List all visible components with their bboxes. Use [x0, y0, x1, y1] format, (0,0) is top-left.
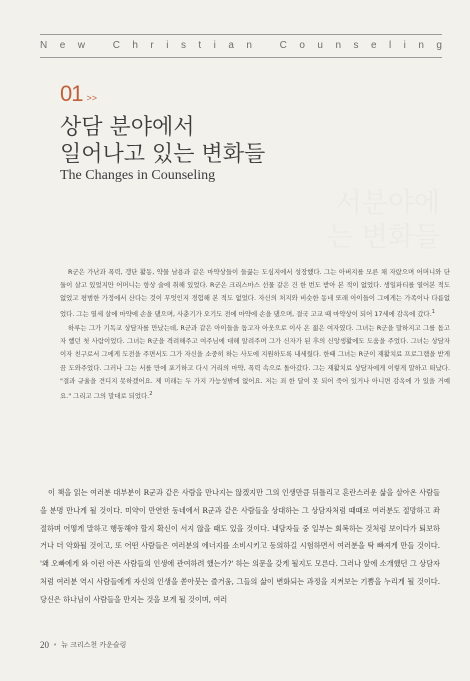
header-rule-bottom — [40, 57, 442, 58]
chapter-number-value: 01 — [60, 81, 83, 106]
book-title: 뉴 크리스천 카운슬링 — [61, 641, 127, 649]
case-study-paragraph-2 — [60, 322, 450, 403]
running-head — [40, 40, 442, 51]
footer-separator: • — [53, 641, 58, 649]
page-title-line2: 일어나고 있는 변화들 — [60, 142, 266, 167]
running-head-letter: i — [213, 40, 216, 51]
running-head-letter: e — [370, 40, 377, 51]
ghost-title-line2: 는 변화들 — [327, 222, 440, 253]
page-title-line1: 상담 분야에서 — [60, 115, 195, 140]
running-head-letter: g — [436, 40, 442, 51]
footnote-marker-1: 1 — [431, 308, 435, 315]
chapter-marker-icon: >> — [86, 93, 97, 103]
running-head-letter: u — [317, 40, 323, 51]
page-footer — [40, 640, 126, 650]
ghost-title — [300, 187, 440, 255]
running-head-letter: i — [403, 40, 406, 51]
body-paragraph: 이 책을 읽는 여러분 대부분이 R군과 같은 사람을 만나지는 않겠지만 그의 인생만큼 뒤틀리고 혼란스러운 삶을 살아온 사람들을 분명 만나게 될 것이다. 미약이 만연한 동네에서 R군과 같은 사람들을 상대하는 그 상담자처럼 때때로 여러분도 절망하고 좌절하며 어떻게 말하고 행동해야 할지 확신이 서지 않을 때도 있을 것이다. 내담자들 중 일부는 회복하는 것처럼 보이다가 퇴보하거나 더 악화될 것이고, 또 어떤 사람들은 여러분의 에너지를 소비시키고 동의하길 시험하면서 여러분을 탁 빠져게 만들 것이다. '왜 오빠에게 와 이런 아픈 사람들의 인생에 관여하려 했는가?' 하는 의문을 갖게 될지도 모른다. 그러나 앞에 소개했던 그 상담자처럼 여러분 역시 사람들에게 자신의 인생을 쏟아붓는 즐거움, 그들의 삶이 변화되는 과정을 지켜보는 기쁨을 누리게 될 것이다. 당신은 하나님이 사람들을 만지는 것을 보게 될 것이며, 여러 — [40, 488, 440, 604]
running-head-letter: C — [112, 40, 120, 51]
running-head-letter: t — [198, 40, 202, 51]
running-head-letter: s — [180, 40, 186, 51]
ghost-title-line1: 서분야에 — [335, 188, 440, 219]
case-study-paragraph-1 — [60, 266, 450, 321]
case-study-text-2: 하루는 그가 기독교 상담자를 만났는데, R군과 같은 아이들을 돕고자 아웃으로 이사 온 젊은 여자였다. 그녀는 R군을 말하지고 그를 돕고자 했던 첫 사람이었다. 그녀는 R군을 격려해주고 여주님에 대해 알려주며 그가 신자가 된 후의 신앙생활에도 도움을 주었다. 그녀는 상담자이자 친구로서 그에게 도전을 주면서도 그가 자신을 소중히 하는 사도에 지원하도록 내세웠다. 한때 그녀는 R군이 재활치료 프로그램을 받게끔 도와주었다. 그러나 그는 서를 만에 포기하고 다시 거리의 마약, 폭력 속으로 돌아갔다. 그는 재활치료 상담자에게 이렇게 말하고 떠났다. "결과 규율을 견디지 못하겠어요. 제 미래는 두 가지 가능성밖에 없어요. 저는 죄 한 달이 못 되어 죽어 있거나 아니면 감옥에 가 있을 거예요." 그리고 그의 말대로 되었다. — [60, 323, 450, 401]
running-head-letter: n — [418, 40, 424, 51]
running-head-letter: h — [132, 40, 138, 51]
running-head-letter: o — [299, 40, 305, 51]
english-subtitle: The Changes in Counseling — [60, 168, 216, 183]
running-head-letter: w — [77, 40, 85, 51]
running-head-letter: n — [246, 40, 252, 51]
header-rule-top — [40, 34, 442, 35]
footnote-marker-2: 2 — [149, 390, 153, 397]
running-head-letter: r — [150, 40, 154, 51]
running-head-letter: l — [388, 40, 392, 51]
page-number: 20 — [40, 640, 49, 650]
chapter-number — [60, 81, 97, 107]
running-head-letter — [264, 40, 267, 51]
running-head-letter: e — [59, 40, 66, 51]
running-head-letter: s — [353, 40, 359, 51]
running-head-letter: i — [166, 40, 169, 51]
running-head-letter: N — [40, 40, 48, 51]
running-head-letter: n — [335, 40, 341, 51]
running-head-letter: a — [228, 40, 234, 51]
case-study-block — [60, 266, 450, 404]
page-title — [60, 114, 400, 168]
running-head-letter — [97, 40, 100, 51]
case-study-text-1: R군은 가난과 폭력, 갱단 활동, 약물 남용과 같은 마약상들이 들끓는 도심지에서 성장했다. 그는 아버지를 모른 채 자랐으며 어머니와 단 둘이 살고 있었지만 어머니는 항상 술에 취해 있었다. R군은 크리스마스 선물 같은 건 한 번도 받아 본 적이 없었다. 생일파티를 열어본 적도 없었고 평범한 가정에서 산다는 것이 무엇인지 경험해 본 적도 없었다. 자신의 처지와 비슷한 동네 또래 아이들이 그에게는 가족이나 다름없었다. 그는 열세 살에 마약에 손을 댔으며, 사춘기가 오기도 전에 마약에 손을 댔으며, 결국 고교 때 마약상이 되어 17세에 감옥에 갔다. — [60, 268, 450, 318]
running-head-letter: C — [279, 40, 287, 51]
